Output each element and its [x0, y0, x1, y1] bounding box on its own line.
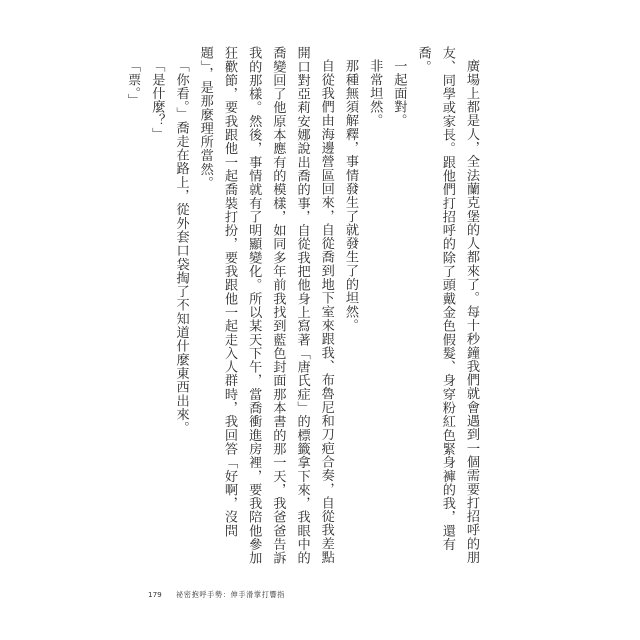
page-footer [148, 590, 285, 600]
paragraph: 非常坦然。 [367, 59, 383, 128]
running-head: 祕密抱呼手勢：伸手滑掌打響指 [176, 590, 286, 599]
page-number: 179 [148, 590, 162, 599]
paragraph: 「是什麼？」 [149, 59, 165, 142]
paragraph: 自從我們由海邊營區回來，自從喬到地下室來跟我、布魯尼和刀疤合奏，自從我差點開口對亞莉安娜說出喬的事，自從我把他身上寫著「唐氏症」的標籤拿下來，我眼中的喬變回了他原本應有的模樣，如同多年前我找到藍色封面那本書的那一天，我爸爸告訴我的那樣。然後，事情就有了明顯變化。所以某天下午，當喬衝進房裡，要我陪他參加狂歡節，要我跟他一起喬裝打扮，要我跟他一起走入人群時，我回答「好啊，沒問題」，是那麼理所當然。 [197, 46, 334, 565]
paragraph: 廣場上都是人，全法蘭克堡的人都來了。每十秒鐘我們就會遇到一個需要打招呼的朋友、同學或家長。跟他們打招呼的除了頭戴金色假髮、身穿粉紅色緊身褲的我，還有喬。 [415, 46, 479, 565]
paragraph: 那種無須解釋，事情發生了就發生了的坦然。 [342, 59, 358, 333]
paragraph: 「票。」 [125, 59, 141, 108]
paragraph: 「你看。」喬走在路上，從外套口袋掏了不知道什麼東西出來。 [173, 59, 189, 435]
paragraph: 一起面對。 [391, 59, 407, 128]
body-text [125, 46, 483, 566]
